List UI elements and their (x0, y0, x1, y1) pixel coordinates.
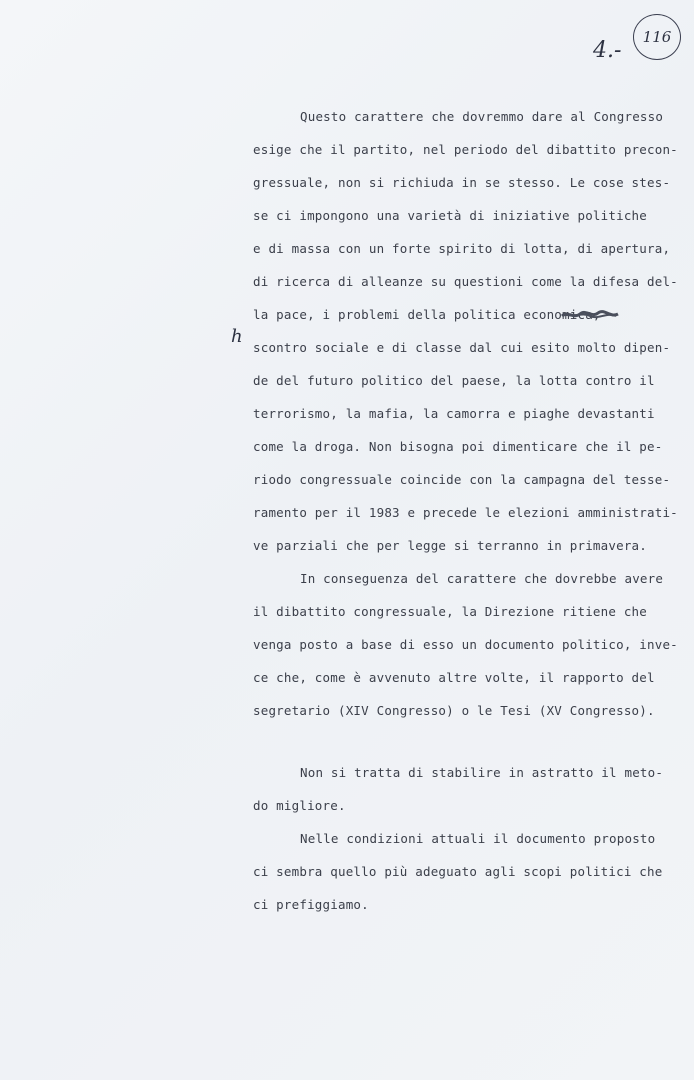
text-line: do migliore. (253, 798, 346, 813)
text-line: ramento per il 1983 e precede le elezioni amministrati- (253, 505, 678, 520)
text-line: ce che, come è avvenuto altre volte, il rapporto del (253, 670, 655, 685)
text-line: venga posto a base di esso un documento politico, inve- (253, 637, 678, 652)
text-line: il dibattito congressuale, la Direzione ritiene che (253, 604, 648, 619)
text-line: se ci impongono una varietà di iniziative politiche (253, 208, 648, 223)
text-line: riodo congressuale coincide con la campagna del tesse- (253, 472, 671, 487)
text-line: gressuale, non si richiuda in se stesso. Le cose stes- (253, 175, 671, 190)
text-line: Nelle condizioni attuali il documento proposto (300, 831, 656, 846)
text-line: Questo carattere che dovremmo dare al Congresso (300, 109, 664, 124)
text-line: In conseguenza del carattere che dovrebbe avere (300, 571, 664, 586)
text-line: ci prefiggiamo. (253, 897, 369, 912)
archive-number-text: 116 (642, 28, 672, 46)
text-line: come la droga. Non bisogna poi dimenticare che il pe- (253, 439, 663, 454)
text-line: ve parziali che per legge si terranno in primavera. (253, 538, 648, 553)
text-line: esige che il partito, nel periodo del dibattito precon- (253, 142, 678, 157)
margin-correction-mark: h (231, 326, 243, 347)
handwritten-page-number: 4.- (593, 38, 622, 63)
text-line: scontro sociale e di classe dal cui esito molto dipen- (253, 340, 671, 355)
struck-out-word (560, 309, 620, 321)
text-line: segretario (XIV Congresso) o le Tesi (XV Congresso). (253, 703, 655, 718)
text-line: de del futuro politico del paese, la lotta contro il (253, 373, 655, 388)
text-line: terrorismo, la mafia, la camorra e piaghe devastanti (253, 406, 655, 421)
text-line: la pace, i problemi della politica economica, (253, 307, 601, 322)
text-line: di ricerca di alleanze su questioni come la difesa del- (253, 274, 678, 289)
circled-archive-number (633, 14, 681, 60)
text-line: ci sembra quello più adeguato agli scopi politici che (253, 864, 663, 879)
text-line: e di massa con un forte spirito di lotta, di apertura, (253, 241, 671, 256)
text-line: Non si tratta di stabilire in astratto il meto- (300, 765, 664, 780)
